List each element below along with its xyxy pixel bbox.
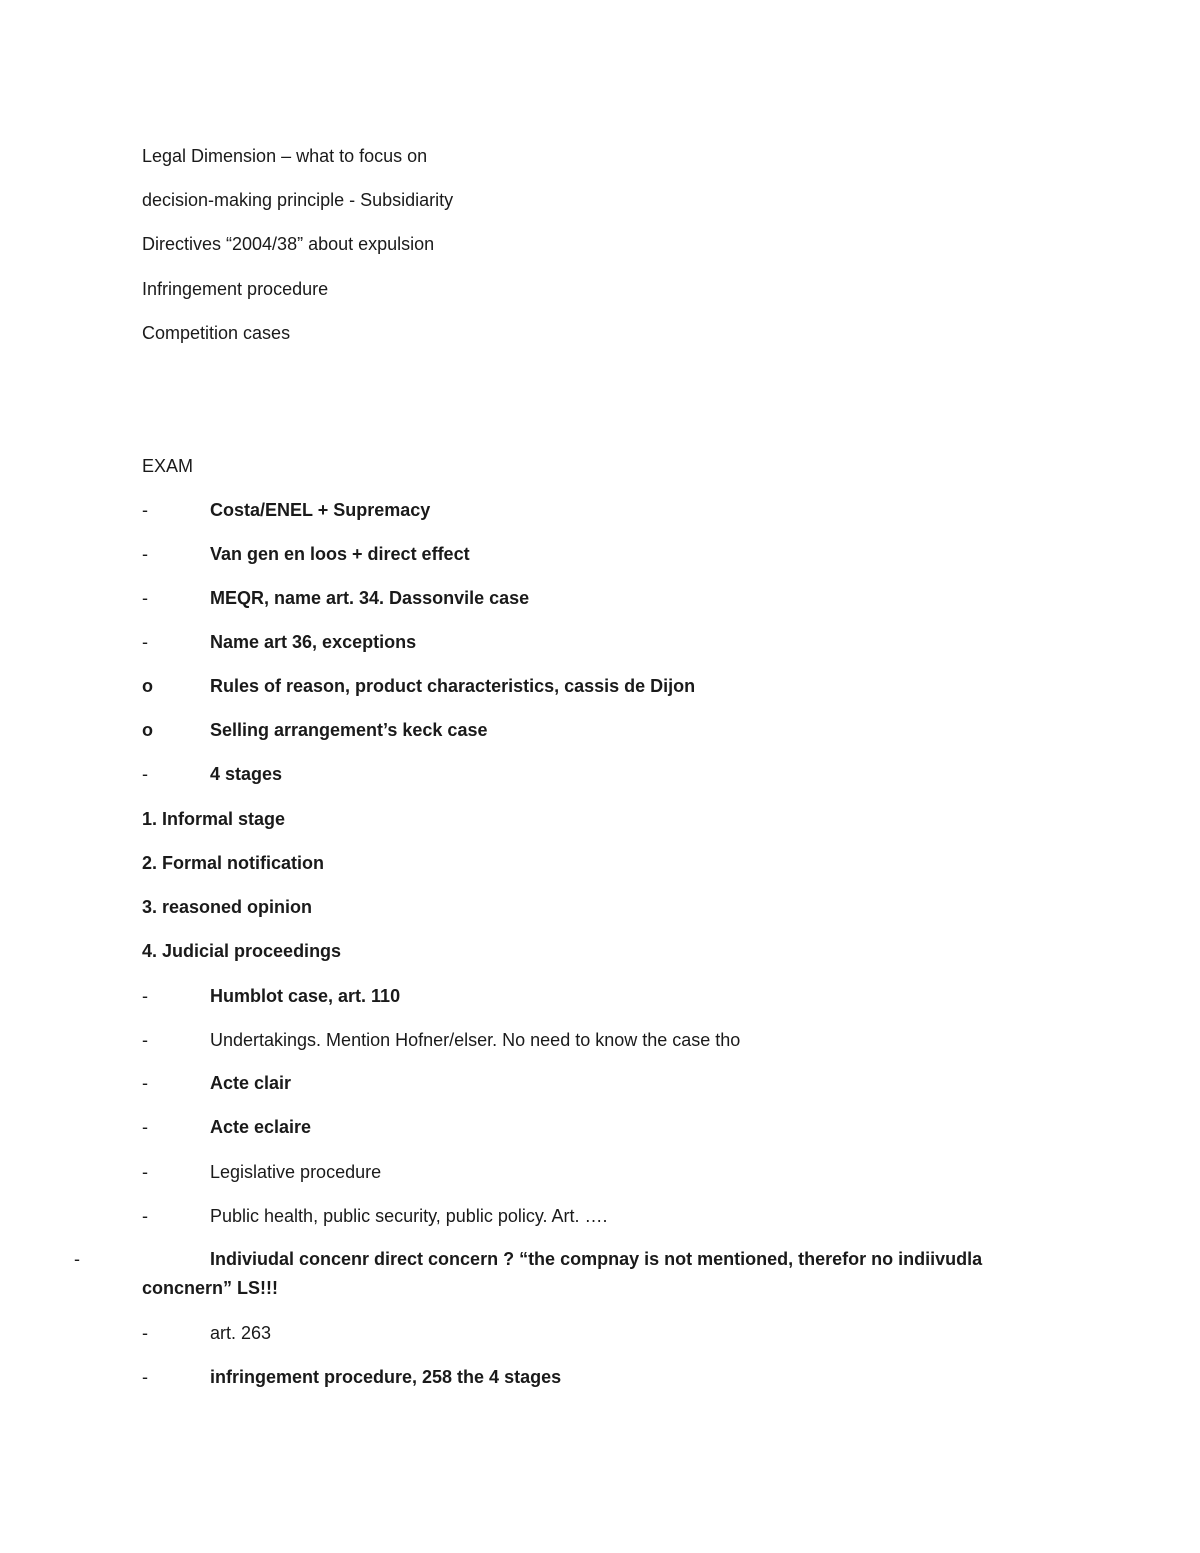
note-line: decision-making principle - Subsidiarity [142,190,454,210]
list-marker: - [142,764,148,784]
list-item: Costa/ENEL + Supremacy [210,500,431,520]
list-marker: - [142,500,148,520]
list-marker: - [142,1323,148,1343]
note-line: Competition cases [142,323,291,343]
list-item: Name art 36, exceptions [210,632,417,652]
exam-title: EXAM [142,456,194,476]
stage-item: 2. Formal notification [142,853,325,873]
list-marker: - [142,544,148,564]
list-marker: o [142,676,153,696]
note-line: Directives “2004/38” about expulsion [142,234,435,254]
list-marker: - [142,632,148,652]
list-item: Undertakings. Mention Hofner/elser. No need to know the case tho [210,1030,741,1050]
stage-item: 1. Informal stage [142,809,286,829]
list-item: 4 stages [210,764,283,784]
list-item: Humblot case, art. 110 [210,986,401,1006]
notes-heading: Legal Dimension – what to focus on [142,146,428,166]
list-marker: - [142,986,148,1006]
list-item-text: Indiviudal concenr direct concern ? “the compnay is not mentioned, therefor no indiivudla concnern” LS!!! [142,1249,983,1298]
list-item: Legislative procedure [210,1162,382,1182]
stage-item: 3. reasoned opinion [142,897,313,917]
list-item: Public health, public security, public policy. Art. …. [210,1206,608,1226]
list-item: Acte eclaire [210,1117,312,1137]
list-item: Acte clair [210,1073,292,1093]
list-item: Rules of reason, product characteristics, cassis de Dijon [210,676,696,696]
list-marker: - [142,1030,148,1050]
list-item: infringement procedure, 258 the 4 stages [210,1367,562,1387]
list-marker: - [142,1073,148,1093]
list-item: MEQR, name art. 34. Dassonvile case [210,588,530,608]
list-marker: - [142,1162,148,1182]
list-marker: - [142,1206,148,1226]
list-item: art. 263 [210,1323,272,1343]
list-marker: - [142,1367,148,1387]
stage-item: 4. Judicial proceedings [142,941,342,961]
list-marker: - [74,1249,80,1269]
list-item-long [74,1245,1042,1303]
list-marker: - [142,1117,148,1137]
list-marker: - [142,588,148,608]
note-line: Infringement procedure [142,279,329,299]
list-marker: o [142,720,153,740]
list-item: Van gen en loos + direct effect [210,544,470,564]
list-item: Selling arrangement’s keck case [210,720,488,740]
